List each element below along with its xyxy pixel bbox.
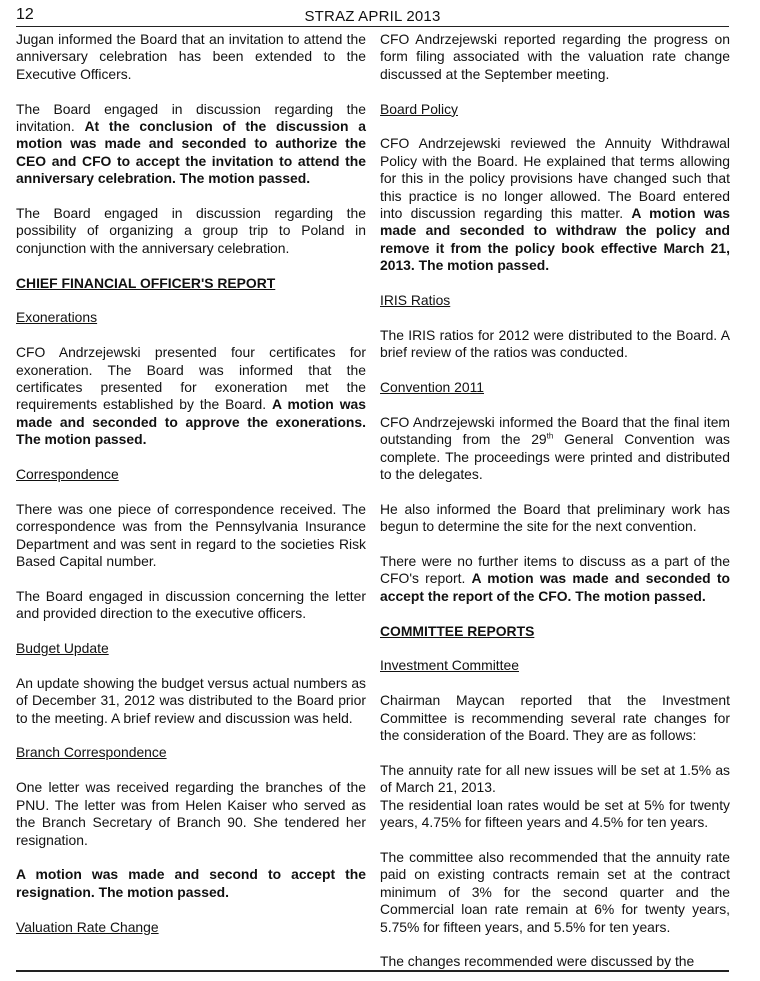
- subheading-valuation-rate-change: Valuation Rate Change: [16, 918, 159, 935]
- subheading-branch-correspondence: Branch Correspondence: [16, 744, 167, 761]
- left-column: [16, 31, 366, 953]
- subheading-exonerations: Exonerations: [16, 309, 98, 326]
- paragraph: An update showing the budget versus actual numbers as of December 31, 2012 was distributed to the Board prior to the meeting. A brief review and discussion was held.: [16, 674, 366, 726]
- subheading-board-policy: Board Policy: [380, 100, 458, 117]
- paragraph: The changes recommended were discussed by the: [380, 953, 695, 970]
- running-title: STRAZ APRIL 2013: [304, 8, 441, 25]
- paragraph: A motion was made and second to accept the resignation. The motion passed.: [16, 866, 366, 900]
- paragraph: The Board engaged in discussion concerning the letter and provided direction to the executive officers.: [16, 587, 366, 622]
- paragraph: The Board engaged in discussion regarding the possibility of organizing a group trip to Poland in conjunction with the anniversary celebration.: [16, 205, 366, 256]
- paragraph: The Board engaged in discussion regarding the invitation. At the conclusion of the discussion a motion was made and seconded to authorize the CEO and CFO to accept the invitation to attend the anniversary celebration. The motion passed.: [16, 100, 366, 187]
- paragraph: The IRIS ratios for 2012 were distributed to the Board. A brief review of the ratios was conducted.: [380, 326, 730, 361]
- paragraph: One letter was received regarding the branches of the PNU. The letter was from Helen Kaiser who served as the Branch Secretary of Branch 90. She tendered her resignation.: [16, 779, 366, 848]
- section-heading-cfo-report: CHIEF FINANCIAL OFFICER'S REPORT: [16, 274, 276, 291]
- page-header: [16, 4, 729, 27]
- subheading-correspondence: Correspondence: [16, 466, 119, 483]
- right-column: [380, 31, 730, 971]
- paragraph: There was one piece of correspondence received. The correspondence was from the Pennsylvania Insurance Department and was sent in regard to the societies Risk Based Capital number.: [16, 500, 366, 570]
- paragraph: The committee also recommended that the annuity rate paid on existing contracts remain set at the contract minimum of 3% for the second quarter and the Commercial loan rate remain at 6% for twenty years, 5.75% for fifteen years, and 5.5% for ten years.: [380, 848, 730, 935]
- paragraph: CFO Andrzejewski reviewed the Annuity Withdrawal Policy with the Board. He explained that terms allowing for this in the policy provisions have changed such that this practice is no longer allowed. The Board entered into discussion regarding this matter. A motion was made and seconded to withdraw the policy and remove it from the policy book effective March 21, 2013. The motion passed.: [380, 135, 731, 274]
- paragraph: He also informed the Board that preliminary work has begun to determine the site for the next convention.: [380, 500, 730, 535]
- subheading-convention-2011: Convention 2011: [380, 379, 485, 396]
- subheading-investment-committee: Investment Committee: [380, 657, 519, 674]
- paragraph: CFO Andrzejewski presented four certificates for exoneration. The Board was informed that the certificates presented for exoneration met the requirements established by the Board. A motion was made and seconded to approve the exonerations. The motion passed.: [16, 344, 367, 448]
- paragraph: CFO Andrzejewski reported regarding the progress on form filing associated with the valuation rate change discussed at the September meeting.: [380, 31, 730, 82]
- paragraph: Jugan informed the Board that an invitation to attend the anniversary celebration has been extended to the Executive Officers.: [16, 31, 366, 82]
- paragraph: The residential loan rates would be set at 5% for twenty years, 4.75% for fifteen years and 4.5% for ten years.: [380, 796, 730, 831]
- page-number: 12: [16, 6, 34, 23]
- section-heading-committee-reports: COMMITTEE REPORTS: [380, 622, 535, 639]
- paragraph: CFO Andrzejewski informed the Board that the final item outstanding from the 29th General Convention was complete. The proceedings were printed and distributed to the delegates.: [380, 413, 730, 483]
- subheading-iris-ratios: IRIS Ratios: [380, 292, 451, 309]
- footer-rule: [16, 970, 729, 972]
- paragraph: The annuity rate for all new issues will be set at 1.5% as of March 21, 2013.: [380, 761, 730, 796]
- paragraph: Chairman Maycan reported that the Investment Committee is recommending several rate changes for the consideration of the Board. They are as follows:: [380, 692, 730, 744]
- subheading-budget-update: Budget Update: [16, 640, 109, 657]
- paragraph: There were no further items to discuss as a part of the CFO's report. A motion was made and seconded to accept the report of the CFO. The motion passed.: [380, 553, 730, 604]
